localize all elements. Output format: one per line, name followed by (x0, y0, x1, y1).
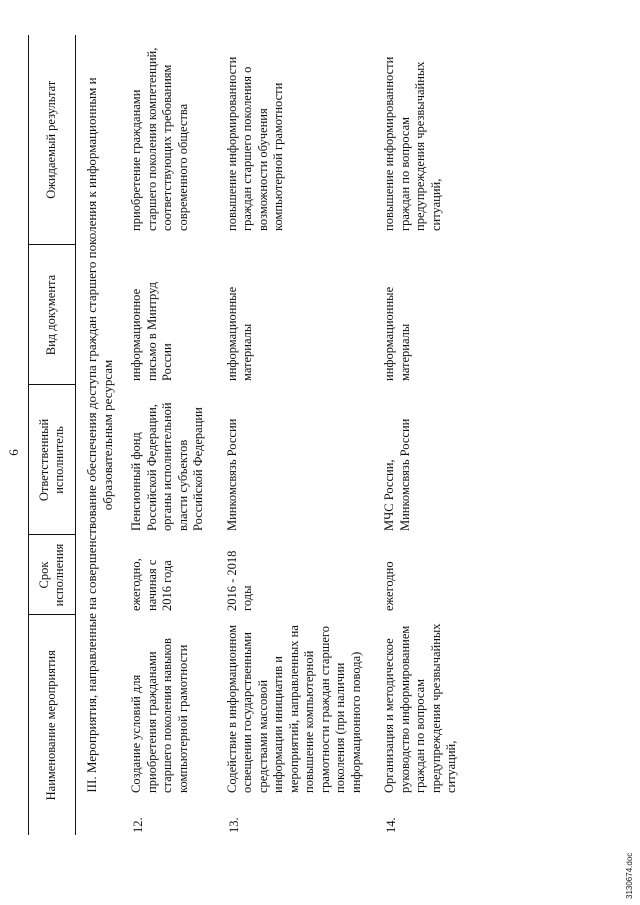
row-doc-type: информационные материалы (224, 286, 254, 381)
row-expected: приобретение гражданами старшего поколения компетенций, соответствующих требованиям современного общества (129, 47, 190, 231)
row-expected: повышение информированности граждан старшего поколения о возможности обучения компьютерной грамотности (224, 56, 285, 231)
row-name: Создание условий для приобретения гражданами старшего поколения навыков компьютерной грамотности (129, 638, 190, 793)
row-name: Организация и методическое руководство информированием граждан по вопросам предупреждения чрезвычайных ситуаций, (382, 623, 458, 793)
row-responsible: Минкомсвязь России (224, 418, 239, 531)
row-responsible: Пенсионный фонд Российской Федерации, органы исполнительной власти субъектов Российской Федерации (129, 402, 205, 531)
measures-table (28, 35, 460, 835)
row-number: 14. (384, 817, 398, 833)
header-doc-type: Вид документа (29, 245, 76, 385)
row-name: Содействие в информационном освещении государственными средствами массовой информации инициатив и мероприятий, направленных на повышение компьютерной грамотности граждан старшего поколения (при наличии информационного повода) (224, 624, 363, 793)
table-row (382, 35, 460, 835)
table-header-row (29, 35, 76, 835)
row-deadline: ежегодно, начиная с 2016 года (129, 558, 174, 611)
row-doc-type: информационное письмо в Минтруд России (129, 282, 174, 381)
section-row (76, 35, 130, 835)
document-id: 3130674.doc (625, 852, 634, 899)
table-row (225, 35, 383, 835)
header-name: Наименование мероприятия (29, 615, 76, 835)
row-deadline: ежегодно (382, 561, 396, 611)
page-number: 6 (6, 449, 21, 456)
row-responsible: МЧС России, Минкомсвязь России (382, 418, 412, 531)
section-title: III. Мероприятия, направленные на совершенствование обеспечения доступа граждан старшего поколения к информационным и образовательным ресурсам (84, 77, 115, 793)
header-responsible: Ответственный исполнитель (29, 385, 76, 535)
row-number: 13. (226, 817, 241, 833)
header-deadline: Срок исполнения (29, 535, 76, 615)
row-expected: повышение информированности граждан по вопросам предупреждения чрезвычайных ситуаций, (382, 56, 443, 231)
header-expected: Ожидаемый результат (29, 35, 76, 245)
row-number: 12. (131, 817, 145, 833)
table-row (129, 35, 225, 835)
row-deadline: 2016 - 2018 годы (224, 550, 254, 611)
row-doc-type: информационные материалы (382, 286, 412, 381)
